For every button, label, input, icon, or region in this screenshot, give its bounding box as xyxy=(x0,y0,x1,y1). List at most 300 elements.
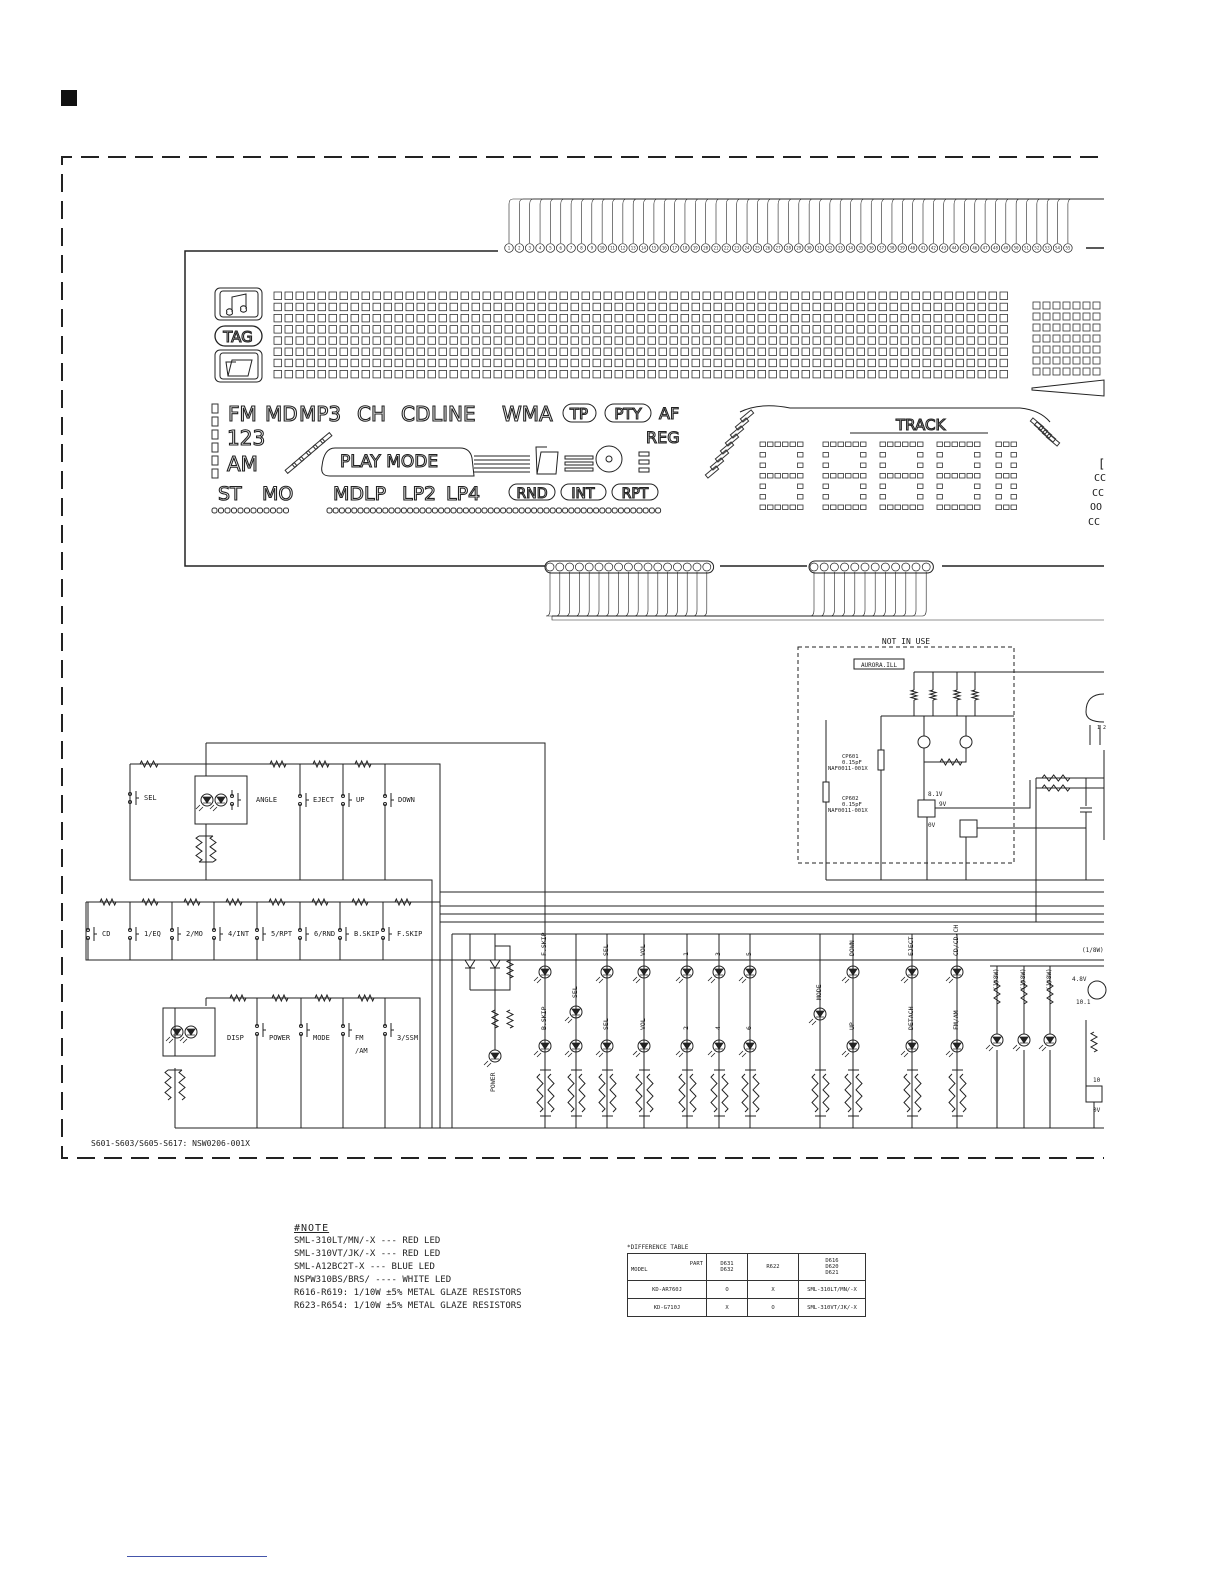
dot-cell xyxy=(780,370,788,378)
digit-segment xyxy=(838,505,844,510)
digit-segment xyxy=(903,474,909,479)
dot-cell xyxy=(1043,313,1050,320)
dot-cell xyxy=(923,292,931,300)
digit-segment xyxy=(945,442,951,447)
dot-cell xyxy=(373,359,381,367)
dot-cell xyxy=(406,314,414,322)
dot-cell xyxy=(329,326,337,334)
bar-segment xyxy=(264,508,269,513)
bar-segment xyxy=(587,508,592,513)
dot-cell xyxy=(593,314,601,322)
dot-cell xyxy=(472,314,480,322)
dot-cell xyxy=(824,370,832,378)
pin-number: 43 xyxy=(941,245,947,251)
indicator-cd: CD xyxy=(401,402,431,426)
dot-cell xyxy=(461,314,469,322)
dot-cell xyxy=(703,303,711,311)
dot-cell xyxy=(670,337,678,345)
slant-segment xyxy=(705,466,718,478)
diff-header-corner: PART MODEL xyxy=(628,1254,707,1281)
pin-lead xyxy=(530,199,1104,243)
dot-cell xyxy=(307,292,315,300)
dot-cell xyxy=(780,303,788,311)
digit-segment xyxy=(975,463,981,468)
dot-cell xyxy=(516,337,524,345)
dot-cell xyxy=(417,326,425,334)
dot-cell xyxy=(692,326,700,334)
dot-cell xyxy=(285,292,293,300)
switch-label-up: UP xyxy=(356,796,365,804)
digit-segment xyxy=(760,484,766,489)
dot-cell xyxy=(428,359,436,367)
dot-cell xyxy=(1093,324,1100,331)
dot-cell xyxy=(670,314,678,322)
pin-lead xyxy=(571,199,1104,243)
dot-cell xyxy=(868,359,876,367)
dot-cell xyxy=(791,359,799,367)
pin-number: 7 xyxy=(569,245,573,251)
dot-cell xyxy=(626,337,634,345)
not-in-use-label: NOT IN USE xyxy=(881,637,931,646)
resistor xyxy=(507,960,513,978)
switch-symbol xyxy=(130,924,139,944)
dot-cell xyxy=(670,370,678,378)
digit-segment xyxy=(846,474,852,479)
bar-segment xyxy=(656,508,661,513)
pin-number: 52 xyxy=(1034,245,1040,251)
pin-circle xyxy=(615,563,623,571)
dot-cell xyxy=(824,326,832,334)
dot-cell xyxy=(670,326,678,334)
dot-cell xyxy=(582,314,590,322)
dot-cell xyxy=(318,326,326,334)
dot-cell xyxy=(868,348,876,356)
led-bus xyxy=(452,934,1104,1128)
dot-cell xyxy=(1033,346,1040,353)
pin-number: 17 xyxy=(672,245,678,251)
dot-cell xyxy=(527,326,535,334)
digit-segment xyxy=(775,505,781,510)
dot-cell xyxy=(659,348,667,356)
digit-segment xyxy=(967,442,973,447)
dot-cell xyxy=(648,348,656,356)
dot-cell xyxy=(307,303,315,311)
led-label-bottom: 2 xyxy=(682,1026,690,1030)
digit-segment xyxy=(918,463,924,468)
slant-segment xyxy=(1030,418,1043,430)
bar-segment xyxy=(258,508,263,513)
resistor xyxy=(537,1074,543,1112)
led-symbol xyxy=(180,1029,195,1043)
dot-cell xyxy=(593,348,601,356)
dot-cell xyxy=(637,359,645,367)
dot-cell xyxy=(912,314,920,322)
dot-cell xyxy=(758,348,766,356)
dot-cell xyxy=(857,370,865,378)
svg-text:OO: OO xyxy=(1090,502,1103,513)
dot-cell xyxy=(340,292,348,300)
dot-cell xyxy=(351,326,359,334)
led-symbol xyxy=(596,969,611,983)
pin-number: 47 xyxy=(982,245,988,251)
dot-cell xyxy=(659,326,667,334)
dot-cell xyxy=(593,326,601,334)
bar-segment xyxy=(383,508,388,513)
dot-cell xyxy=(1073,313,1080,320)
dot-cell xyxy=(362,370,370,378)
dot-cell xyxy=(274,292,282,300)
tag-label: TAG xyxy=(223,328,253,346)
dot-cell xyxy=(956,303,964,311)
resistor xyxy=(100,899,116,905)
level-segment xyxy=(212,404,218,413)
led-label-bottom: UP xyxy=(848,1022,856,1030)
dot-cell xyxy=(395,348,403,356)
resistor xyxy=(722,1074,728,1112)
dot-cell xyxy=(923,326,931,334)
switch-part-note: S601-S603/S605-S617: NSW0206-001X xyxy=(91,1139,250,1148)
bar-segment xyxy=(277,508,282,513)
pin-lead xyxy=(552,572,687,616)
dot-cell xyxy=(571,314,579,322)
dot-cell xyxy=(494,337,502,345)
display-wedge-segment xyxy=(1032,380,1104,396)
dot-cell xyxy=(681,348,689,356)
indicator-fm: FM xyxy=(228,402,257,426)
dot-cell xyxy=(670,292,678,300)
dot-cell xyxy=(681,303,689,311)
dot-cell xyxy=(538,292,546,300)
disp-wiring xyxy=(168,1008,182,1128)
switch-label-sel: SEL xyxy=(144,794,157,802)
right-pin-numbers: 1 2 xyxy=(1097,725,1107,731)
dot-cell xyxy=(318,303,326,311)
dot-cell xyxy=(791,337,799,345)
dot-cell xyxy=(736,326,744,334)
pin-circle xyxy=(820,563,828,571)
dot-cell xyxy=(318,348,326,356)
dot-cell xyxy=(604,348,612,356)
pin-number: 29 xyxy=(796,245,802,251)
dot-cell xyxy=(681,337,689,345)
dot-cell xyxy=(681,326,689,334)
dot-cell xyxy=(384,326,392,334)
row1-bus xyxy=(130,764,440,1128)
dot-cell xyxy=(417,370,425,378)
digit-segment xyxy=(1011,484,1017,489)
dot-cell xyxy=(615,292,623,300)
digit-segment xyxy=(895,474,901,479)
pin-number: 20 xyxy=(703,245,709,251)
dot-cell xyxy=(945,337,953,345)
pin-number: 55 xyxy=(1065,245,1071,251)
dot-cell xyxy=(538,303,546,311)
dot-cell xyxy=(956,314,964,322)
dot-cell xyxy=(1043,324,1050,331)
digit-segment xyxy=(823,442,829,447)
dot-cell xyxy=(329,370,337,378)
led-label-bottom: B.SKIP xyxy=(540,1006,548,1030)
dot-cell xyxy=(340,326,348,334)
dot-cell xyxy=(659,314,667,322)
dot-cell xyxy=(505,370,513,378)
difference-table-block xyxy=(627,1244,866,1317)
dot-cell xyxy=(296,348,304,356)
resistor xyxy=(904,1074,910,1112)
dot-cell xyxy=(1033,302,1040,309)
dot-cell xyxy=(307,370,315,378)
dot-cell xyxy=(1000,348,1008,356)
dot-cell xyxy=(846,370,854,378)
dot-cell xyxy=(571,303,579,311)
switch-symbol xyxy=(383,924,392,944)
digit-segment xyxy=(918,453,924,458)
dot-cell xyxy=(296,303,304,311)
digit-segment xyxy=(918,474,924,479)
led-symbol xyxy=(901,969,916,983)
pin-circle xyxy=(634,563,642,571)
dot-cell xyxy=(329,303,337,311)
dot-cell xyxy=(956,337,964,345)
pin-lead xyxy=(552,572,599,616)
dot-cell xyxy=(527,359,535,367)
dot-cell xyxy=(494,314,502,322)
pin-lead xyxy=(944,199,1104,243)
indicator-rpt: RPT xyxy=(621,486,649,502)
digit-segment xyxy=(861,453,867,458)
dot-cell xyxy=(703,348,711,356)
dot-cell xyxy=(813,359,821,367)
dot-cell xyxy=(1063,357,1070,364)
dot-cell xyxy=(802,370,810,378)
dot-cell xyxy=(934,370,942,378)
dot-cell xyxy=(395,326,403,334)
dot-cell xyxy=(1063,335,1070,342)
dot-cell xyxy=(626,314,634,322)
slant-segment xyxy=(299,451,311,462)
aurora-voltage-9v: 9V xyxy=(939,801,947,808)
dot-cell xyxy=(439,303,447,311)
dot-cell xyxy=(758,326,766,334)
dot-cell xyxy=(890,303,898,311)
pin-lead xyxy=(840,199,1104,243)
led-symbol xyxy=(484,1053,499,1067)
pin-lead xyxy=(799,199,1104,243)
pin-lead xyxy=(581,199,1104,243)
pin-circle xyxy=(892,563,900,571)
dot-cell xyxy=(373,348,381,356)
digit-segment xyxy=(888,474,894,479)
dot-cell xyxy=(626,303,634,311)
digit-segment xyxy=(846,505,852,510)
aurora-led-2 xyxy=(960,736,972,748)
dot-cell xyxy=(802,359,810,367)
pin-number: 21 xyxy=(713,245,719,251)
dot-cell xyxy=(1093,335,1100,342)
dot-cell xyxy=(615,326,623,334)
dot-cell xyxy=(835,359,843,367)
dot-cell xyxy=(1033,324,1040,331)
dot-cell xyxy=(659,337,667,345)
dot-cell xyxy=(692,337,700,345)
pin-number: 44 xyxy=(951,245,957,251)
dot-cell xyxy=(362,348,370,356)
digit-segment xyxy=(1011,474,1017,479)
dot-cell xyxy=(769,348,777,356)
led-label-top: SEL xyxy=(602,944,610,956)
dot-cell xyxy=(571,292,579,300)
bar-segment xyxy=(581,508,586,513)
resistor xyxy=(940,759,962,765)
dot-cell xyxy=(1083,346,1090,353)
digit-segment xyxy=(918,484,924,489)
digit-segment xyxy=(798,484,804,489)
switch-label-3ssm: 3/SSM xyxy=(397,1034,419,1042)
dot-cell xyxy=(450,370,458,378)
dot-cell xyxy=(1000,292,1008,300)
dot-cell xyxy=(340,337,348,345)
dot-cell xyxy=(461,348,469,356)
switch-symbol xyxy=(300,790,309,810)
pin-lead xyxy=(954,199,1104,243)
pin-lead xyxy=(778,199,1104,243)
digit-segment xyxy=(831,505,837,510)
dot-cell xyxy=(538,326,546,334)
dot-cell xyxy=(516,359,524,367)
resistor xyxy=(599,1074,605,1112)
pin-lead xyxy=(1068,199,1104,243)
pin-lead xyxy=(664,199,1104,243)
diff-cell: SML-310LT/MN/-X xyxy=(799,1281,866,1299)
dot-cell xyxy=(494,292,502,300)
regulator-icon xyxy=(1086,1086,1102,1102)
pin-lead xyxy=(552,572,855,616)
dot-cell xyxy=(912,359,920,367)
note-line: R623-R654: 1/10W ±5% METAL GLAZE RESISTORS xyxy=(294,1301,522,1311)
pin-lead xyxy=(1047,199,1104,243)
dot-cell xyxy=(472,348,480,356)
switch-label-down: DOWN xyxy=(398,796,415,804)
dot-cell xyxy=(538,314,546,322)
resistor xyxy=(355,761,371,767)
bar-segment xyxy=(643,508,648,513)
pin-number: 12 xyxy=(620,245,626,251)
dot-cell xyxy=(318,370,326,378)
pin-circle xyxy=(664,563,672,571)
dot-cell xyxy=(912,348,920,356)
dot-cell xyxy=(648,359,656,367)
pin-lead xyxy=(995,199,1104,243)
pin-lead xyxy=(851,199,1104,243)
dot-cell xyxy=(670,359,678,367)
dot-cell xyxy=(967,303,975,311)
dot-cell xyxy=(450,303,458,311)
dot-cell xyxy=(384,337,392,345)
dot-cell xyxy=(824,337,832,345)
dot-cell xyxy=(1043,368,1050,375)
indicator-md: MD xyxy=(265,402,298,426)
dot-cell xyxy=(483,292,491,300)
resistor xyxy=(230,995,246,1001)
bar-segment xyxy=(370,508,375,513)
dot-cell xyxy=(835,326,843,334)
dot-cell xyxy=(285,359,293,367)
resistor xyxy=(179,1070,185,1100)
dot-cell xyxy=(802,314,810,322)
dot-cell xyxy=(725,359,733,367)
digit-segment xyxy=(1011,463,1017,468)
dot-cell xyxy=(461,326,469,334)
dot-cell xyxy=(472,303,480,311)
digit-segment xyxy=(996,474,1002,479)
dot-cell xyxy=(494,348,502,356)
pin-lead xyxy=(552,572,638,616)
dot-cell xyxy=(1053,313,1060,320)
aurora-voltage-0v: 0V xyxy=(928,822,936,829)
dot-cell xyxy=(791,303,799,311)
dot-cell xyxy=(582,348,590,356)
dot-cell xyxy=(439,314,447,322)
digit-segment xyxy=(775,442,781,447)
resistor xyxy=(269,899,285,905)
dot-cell xyxy=(758,303,766,311)
dot-cell xyxy=(351,337,359,345)
digit-segment xyxy=(937,453,943,458)
cp601-part: NAF0011-001X xyxy=(828,766,868,772)
switch-label-cd: CD xyxy=(102,930,111,938)
resistor xyxy=(812,1074,818,1112)
digit-segment xyxy=(798,495,804,500)
pin-circle xyxy=(673,563,681,571)
resistor xyxy=(742,1074,748,1112)
dot-cell xyxy=(725,337,733,345)
dot-cell xyxy=(714,337,722,345)
dot-cell xyxy=(604,337,612,345)
level-segment xyxy=(212,443,218,452)
pin-lead xyxy=(633,199,1104,243)
bar-segment xyxy=(251,508,256,513)
dot-cell xyxy=(857,359,865,367)
dot-cell xyxy=(934,337,942,345)
dot-cell xyxy=(1073,335,1080,342)
digit-segment xyxy=(880,484,886,489)
led-label-top: CD/CD-CH xyxy=(952,924,960,956)
dot-cell xyxy=(681,359,689,367)
pin-number: 50 xyxy=(1013,245,1019,251)
pin-lead xyxy=(1016,199,1104,243)
pin-number: 1 xyxy=(507,245,511,251)
dot-cell xyxy=(978,348,986,356)
cp601-value: 0.15pF xyxy=(842,760,862,766)
right-label-48v: 4.8V xyxy=(1072,976,1087,983)
dot-cell xyxy=(747,314,755,322)
digit-segment xyxy=(861,505,867,510)
resistor xyxy=(226,899,242,905)
led-network xyxy=(452,925,1106,1128)
led-symbol xyxy=(1039,1037,1054,1051)
dot-cell xyxy=(439,359,447,367)
bar-segment xyxy=(606,508,611,513)
pin-lead xyxy=(552,572,658,616)
pin-lead xyxy=(747,199,1104,243)
dot-cell xyxy=(989,370,997,378)
digit-segment xyxy=(798,463,804,468)
pin-lead xyxy=(644,199,1104,243)
dot-cell xyxy=(406,370,414,378)
bar-segment xyxy=(618,508,623,513)
digit-segment xyxy=(846,442,852,447)
dot-cell xyxy=(461,292,469,300)
